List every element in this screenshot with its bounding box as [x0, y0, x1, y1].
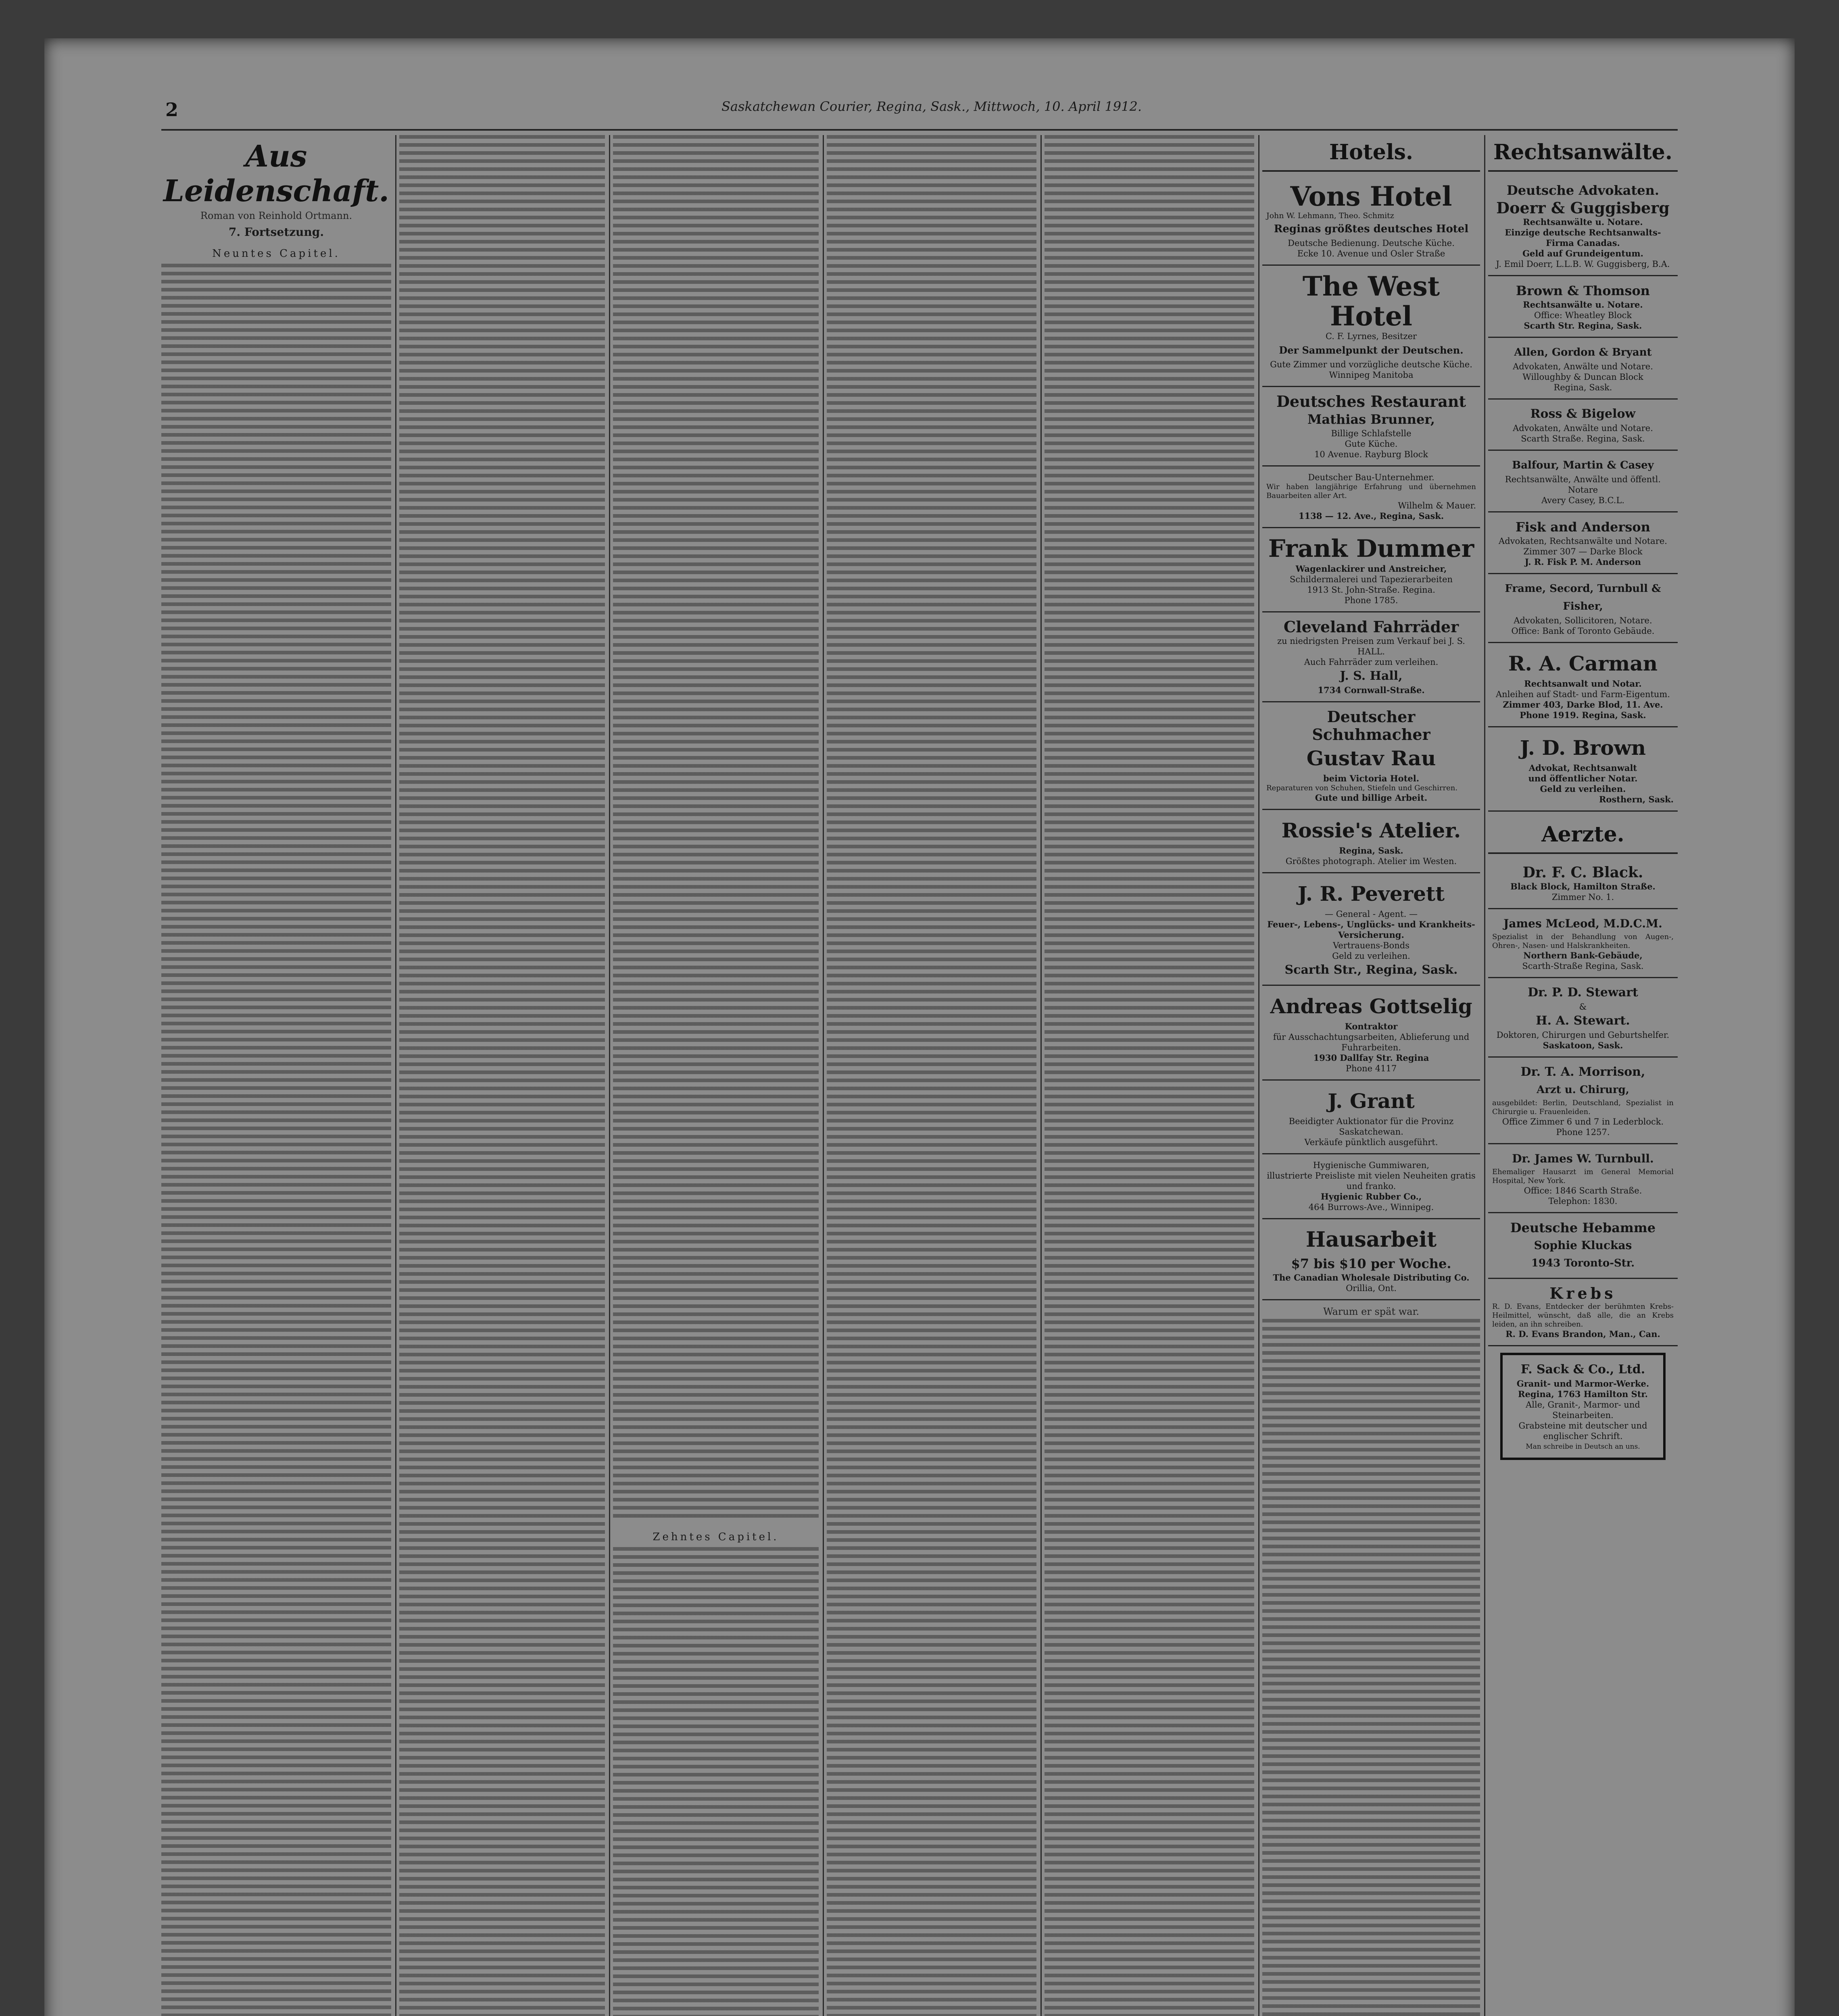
ad-text: R. D. Evans, Entdecker der berühmten Krebs-Heilmittel, wünscht, daß alle, die an Krebs leiden, an ihn schreiben. [1492, 1302, 1674, 1329]
ad-text: Avery Casey, B.C.L. [1541, 496, 1625, 505]
ad-text: Scarth Str. Regina, Sask. [1524, 321, 1642, 331]
ad-company: Hygienic Rubber Co., [1320, 1191, 1422, 1202]
ad-text: Grabsteine mit deutscher und englischer Schrift. [1518, 1421, 1647, 1441]
ad-city: Rosthern, Sask. [1599, 794, 1674, 804]
story-installment: 7. Fortsetzung. [228, 225, 324, 239]
ad-phone: Phone 4117 [1345, 1064, 1397, 1073]
story-text [613, 135, 819, 1522]
ad-title: Hausarbeit [1305, 1227, 1437, 1252]
sack-co-ad [1500, 1353, 1666, 1460]
krebs-ad [1488, 1279, 1678, 1346]
carman-ad [1488, 643, 1678, 727]
ad-address: 1943 Toronto-Str. [1531, 1257, 1635, 1269]
column-rule [1484, 135, 1485, 2016]
doctors-heading: Aerzte. [1488, 817, 1678, 854]
hebamme-ad [1488, 1213, 1678, 1279]
ad-text: und öffentlicher Notar. [1528, 773, 1638, 783]
gottselig-ad [1262, 986, 1480, 1081]
ad-text: Zimmer 307 — Darke Block [1523, 547, 1643, 556]
ad-title: Andreas Gottselig [1270, 994, 1472, 1018]
ad-title: Deutsche Advokaten. [1506, 183, 1659, 198]
ad-title: H. A. Stewart. [1536, 1014, 1630, 1028]
ad-title: R. A. Carman [1508, 652, 1658, 675]
ad-role: Arzt u. Chirurg, [1537, 1084, 1629, 1096]
column-rule [1040, 135, 1042, 2016]
restaurant-ad [1262, 387, 1480, 467]
cleveland-ad [1262, 612, 1480, 702]
lawyers-column [1488, 135, 1678, 2016]
newspaper-page [44, 38, 1795, 2016]
ad-text: Man schreibe in Deutsch an uns. [1526, 1443, 1640, 1451]
ad-title: Dr. F. C. Black. [1522, 864, 1643, 881]
ad-tagline: Reginas größtes deutsches Hotel [1274, 223, 1469, 235]
header-rule [161, 129, 1678, 131]
story-column-1 [161, 135, 391, 2016]
ad-name: Doerr & Guggisberg [1496, 199, 1670, 217]
ad-address: Regina, 1763 Hamilton Str. [1518, 1389, 1648, 1399]
ad-title: Brown & Thomson [1516, 283, 1650, 298]
ad-text: Rechtsanwälte u. Notare. [1523, 300, 1643, 310]
ad-owners: John W. Lehmann, Theo. Schmitz [1266, 211, 1394, 220]
ad-title: Dr. P. D. Stewart [1528, 985, 1638, 1000]
ad-role: Kontraktor [1345, 1021, 1398, 1031]
ad-city: Regina, Sask. [1339, 846, 1403, 856]
ad-text: & [1579, 1002, 1587, 1012]
ad-address: Scarth Str., Regina, Sask. [1284, 963, 1458, 977]
ad-name: Gustav Rau [1306, 746, 1436, 770]
ad-address: 10 Avenue. Rayburg Block [1314, 450, 1428, 459]
ad-role: — General - Agent. — [1325, 909, 1418, 919]
black-ad [1488, 858, 1678, 909]
ad-signature: J. Emil Doerr, L.L.B. W. Guggisberg, B.A. [1496, 259, 1670, 269]
ad-text: Wagenlackirer und Anstreicher, [1295, 564, 1447, 574]
rossie-atelier-ad [1262, 810, 1480, 873]
peverett-ad [1262, 873, 1480, 986]
ad-title: Krebs [1549, 1284, 1616, 1302]
ad-text: Zimmer No. 1. [1551, 892, 1614, 902]
poem-text [1262, 1319, 1480, 2016]
ad-owner: Mathias Brunner, [1307, 412, 1435, 427]
ad-text: Doktoren, Chirurgen und Geburtshelfer. [1496, 1030, 1670, 1040]
turnbull-ad [1488, 1144, 1678, 1213]
ad-title: The West Hotel [1302, 271, 1440, 332]
sack-co-ad-inner [1508, 1361, 1658, 1452]
ad-text: illustrierte Preisliste mit vielen Neuheiten gratis und franko. [1267, 1171, 1476, 1191]
ad-signature: J. R. Fisk P. M. Anderson [1524, 557, 1641, 567]
ad-text: Auch Fahrräder zum verleihen. [1304, 657, 1439, 667]
ad-address: 1913 St. John-Straße. Regina. [1307, 585, 1435, 595]
ad-title: Deutscher Bau-Unternehmer. [1308, 473, 1435, 482]
story-column-4 [827, 135, 1036, 2016]
hausarbeit-ad [1262, 1219, 1480, 1300]
ad-text: Office: 1846 Scarth Straße. [1524, 1186, 1642, 1195]
story-text [827, 135, 1036, 2016]
ad-address: 1930 Dallfay Str. Regina [1313, 1053, 1429, 1063]
ad-text: Vertrauens-Bonds [1333, 941, 1409, 950]
ad-text: Gute und billige Arbeit. [1315, 793, 1428, 803]
chapter-heading: Neuntes Capitel. [212, 248, 340, 260]
ad-text: Advokaten, Anwälte und Notare. [1513, 423, 1653, 433]
story-text [1045, 135, 1254, 2016]
grant-ad [1262, 1081, 1480, 1154]
west-hotel-ad [1262, 266, 1480, 387]
column-rule [1258, 135, 1259, 2016]
ad-text: Phone 1257. [1556, 1127, 1610, 1137]
ad-text: Geld auf Grundeigentum. [1522, 248, 1643, 258]
ad-text: Hygienische Gummiwaren, [1313, 1160, 1430, 1170]
story-column-5 [1045, 135, 1254, 2016]
ad-text: Scarth-Straße Regina, Sask. [1522, 961, 1644, 971]
ad-title: Frank Dummer [1268, 535, 1474, 563]
ad-phone: Phone 1785. [1344, 596, 1398, 605]
morrison-ad [1488, 1058, 1678, 1144]
ad-text: Verkäufe pünktlich ausgeführt. [1304, 1137, 1438, 1147]
brown-thomson-ad [1488, 276, 1678, 338]
ad-text: Anleihen auf Stadt- und Farm-Eigentum. [1495, 689, 1670, 699]
ad-text: Feuer-, Lebens-, Unglücks- und Krankheits-Versicherung. [1267, 919, 1475, 940]
hotels-heading: Hotels. [1262, 135, 1480, 172]
ad-text: Einzige deutsche Rechtsanwalts-Firma Canadas. [1505, 227, 1661, 248]
page-number: 2 [165, 99, 179, 121]
ad-title: Fisk and Anderson [1515, 519, 1651, 535]
stewart-ad [1488, 978, 1678, 1058]
ad-text: Northern Bank-Gebäude, [1523, 950, 1643, 960]
ad-pay: $7 bis $10 per Woche. [1291, 1256, 1451, 1271]
rubber-ad [1262, 1154, 1480, 1219]
balfour-ad [1488, 451, 1678, 512]
story-column-3 [613, 135, 819, 2016]
ad-title: J. D. Brown [1520, 736, 1646, 760]
poem-title: Warum er spät war. [1323, 1306, 1420, 1317]
ad-text: Rechtsanwälte, Anwälte und öffentl. Notare [1505, 475, 1661, 495]
frame-secord-ad [1488, 574, 1678, 643]
ad-text: Advokat, Rechtsanwalt [1528, 763, 1637, 773]
mcleod-ad [1488, 909, 1678, 978]
ad-text: Saskatoon, Sask. [1543, 1040, 1623, 1050]
ad-text: Spezialist in der Behandlung von Augen-, Ohren-, Nasen- und Halskrankheiten. [1492, 933, 1674, 950]
frank-dummer-ad [1262, 528, 1480, 612]
ad-title: Deutsche Hebamme [1510, 1220, 1656, 1235]
ad-text: Gute Zimmer und vorzügliche deutsche Küche. [1270, 360, 1472, 369]
ad-title: Deutsches Restaurant [1276, 392, 1466, 410]
ad-city: Winnipeg Manitoba [1329, 370, 1414, 380]
ad-address: 464 Burrows-Ave., Winnipeg. [1308, 1202, 1434, 1212]
ad-text: Größtes photograph. Atelier im Westen. [1285, 856, 1457, 866]
column-rule [395, 135, 396, 2016]
ad-text: Geld zu verleihen. [1332, 951, 1410, 961]
ad-title: Rossie's Atelier. [1281, 818, 1461, 842]
ad-text: Ehemaliger Hausarzt im General Memorial Hospital, New York. [1492, 1168, 1674, 1185]
ad-text: Alle, Granit-, Marmor- und Steinarbeiten. [1526, 1400, 1640, 1420]
ad-title: Ross & Bigelow [1530, 407, 1636, 421]
page-header [44, 99, 1795, 123]
story-column-2 [399, 135, 605, 2016]
ad-title: Dr. James W. Turnbull. [1512, 1152, 1654, 1165]
ad-title: Cleveland Fahrräder [1283, 618, 1459, 636]
ad-text: Regina, Sask. [1553, 383, 1612, 392]
ad-text: Office Zimmer 6 und 7 in Lederblock. [1502, 1117, 1664, 1127]
vons-hotel-ad [1262, 176, 1480, 266]
ad-title: J. Grant [1328, 1089, 1415, 1113]
ad-text: Advokaten, Rechtsanwälte und Notare. [1499, 536, 1667, 546]
ad-text: Schildermalerei und Tapezierarbeiten [1289, 575, 1453, 584]
ad-text: beim Victoria Hotel. [1323, 773, 1420, 783]
ad-text: Office: Wheatley Block [1534, 310, 1632, 320]
ad-text: Gute Küche. [1345, 439, 1398, 449]
ad-title: Frame, Secord, Turnbull & Fisher, [1505, 583, 1661, 612]
ad-text: zu niedrigsten Preisen zum Verkauf bei J. S. HALL. [1277, 636, 1465, 656]
ad-text: Beeidigter Auktionator für die Provinz Saskatchewan. [1289, 1116, 1454, 1137]
story-text [161, 264, 391, 2016]
ad-text: Phone 1919. Regina, Sask. [1520, 710, 1646, 720]
column-rule [823, 135, 824, 2016]
ad-title: J. R. Peverett [1297, 882, 1445, 906]
story-text [399, 135, 605, 2016]
ad-text: Deutsche Bedienung. Deutsche Küche. [1288, 238, 1455, 248]
ad-name: Sophie Kluckas [1534, 1239, 1632, 1252]
story-byline: Roman von Reinhold Ortmann. [200, 210, 352, 221]
ad-text: ausgebildet: Berlin, Deutschland, Spezialist in Chirurgie u. Frauenleiden. [1492, 1099, 1674, 1116]
schuhmacher-ad [1262, 702, 1480, 810]
ad-text: Telephon: 1830. [1548, 1196, 1618, 1206]
ad-text: Office: Bank of Toronto Gebäude. [1511, 626, 1655, 636]
ad-title: Deutscher Schuhmacher [1312, 708, 1430, 744]
ad-title: Allen, Gordon & Bryant [1514, 346, 1652, 358]
ad-text: Granit- und Marmor-Werke. [1516, 1379, 1649, 1389]
ad-title: F. Sack & Co., Ltd. [1520, 1362, 1645, 1377]
ad-tagline: Der Sammelpunkt der Deutschen. [1279, 344, 1464, 356]
ad-address: 1734 Cornwall-Straße. [1318, 685, 1425, 695]
ad-address: 1138 — 12. Ave., Regina, Sask. [1298, 511, 1444, 521]
ad-text: Black Block, Hamilton Straße. [1510, 881, 1656, 891]
ad-text: Advokaten, Sollicitoren, Notare. [1514, 616, 1652, 625]
jd-brown-ad [1488, 727, 1678, 812]
ad-city: Orillia, Ont. [1346, 1283, 1397, 1293]
ad-text: Zimmer 403, Darke Blod, 11. Ave. [1503, 700, 1663, 710]
chapter-heading: Zehntes Capitel. [653, 1531, 779, 1543]
hotels-column [1262, 135, 1480, 2016]
fisk-anderson-ad [1488, 512, 1678, 574]
ad-company: The Canadian Wholesale Distributing Co. [1273, 1272, 1470, 1283]
ad-text: Wir haben langjährige Erfahrung und übernehmen Bauarbeiten aller Art. [1266, 483, 1476, 500]
ad-text: Scarth Straße. Regina, Sask. [1521, 434, 1645, 444]
ad-title: Balfour, Martin & Casey [1512, 459, 1654, 471]
ad-text: Rechtsanwalt und Notar. [1524, 679, 1642, 689]
ad-text: Reparaturen von Schuhen, Stiefeln und Geschirren. [1266, 784, 1458, 792]
masthead: Saskatchewan Courier, Regina, Sask., Mittwoch, 10. April 1912. [721, 99, 1142, 114]
ad-title: Vons Hotel [1290, 181, 1452, 212]
ad-text: Advokaten, Anwälte und Notare. [1513, 362, 1653, 371]
ad-text: Willoughby & Duncan Block [1522, 372, 1643, 382]
ad-text: R. D. Evans Brandon, Man., Can. [1505, 1329, 1660, 1339]
ad-signature: Wilhelm & Mauer. [1398, 501, 1476, 510]
doerr-ad [1488, 176, 1678, 276]
ad-text: Geld zu verleihen. [1540, 784, 1626, 794]
lawyers-heading: Rechtsanwälte. [1488, 135, 1678, 172]
ad-title: James McLeod, M.D.C.M. [1503, 917, 1662, 930]
ad-text: für Ausschachtungsarbeiten, Ablieferung und Fuhrarbeiten. [1273, 1032, 1470, 1052]
ad-owner: C. F. Lyrnes, Besitzer [1325, 331, 1417, 341]
ad-address: Ecke 10. Avenue und Osler Straße [1297, 249, 1445, 258]
ad-owner: J. S. Hall, [1340, 669, 1403, 683]
ad-text: Billige Schlafstelle [1331, 429, 1412, 438]
story-title: Aus Leidenschaft. [163, 139, 390, 208]
story-text [613, 1547, 819, 2016]
ad-text: Rechtsanwälte u. Notare. [1523, 217, 1643, 227]
bau-unternehmer-ad [1262, 467, 1480, 528]
ad-title: Dr. T. A. Morrison, [1520, 1065, 1645, 1079]
ross-bigelow-ad [1488, 400, 1678, 451]
allen-gordon-ad [1488, 338, 1678, 400]
column-rule [609, 135, 610, 2016]
